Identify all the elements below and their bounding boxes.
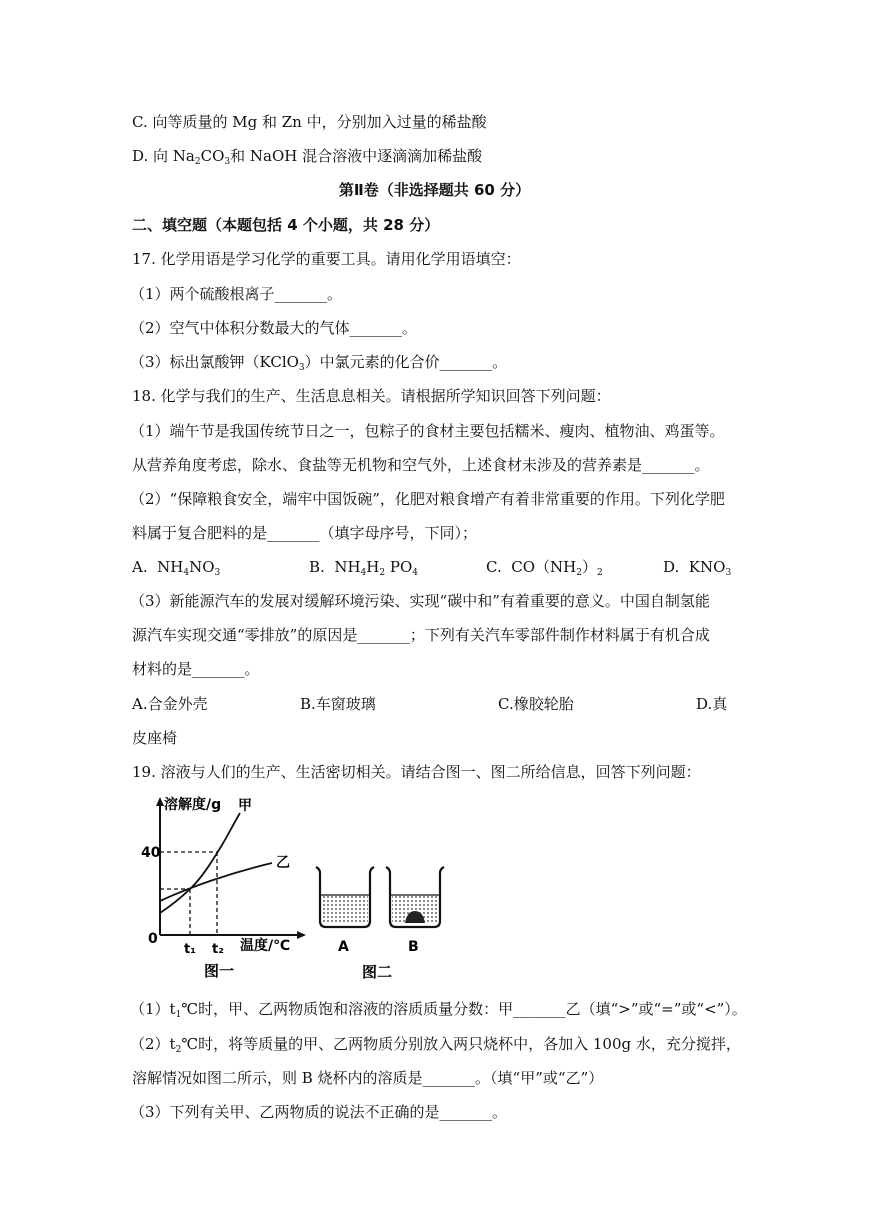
- subscript: 3: [725, 568, 732, 578]
- beaker-a-label: A: [338, 939, 349, 955]
- q17-part2: （2）空气中体积分数最大的气体_______。: [130, 319, 418, 337]
- option-d-text: CO: [200, 147, 225, 165]
- option-c-line: C. 向等质量的 Mg 和 Zn 中，分别加入过量的稀盐酸: [132, 113, 487, 131]
- question-18: 18. 化学与我们的生产、生活息息相关。请根据所学知识回答下列问题：: [132, 387, 611, 405]
- q18-3-option-c: C.橡胶轮胎: [498, 695, 574, 713]
- q19-part3: （3）下列有关甲、乙两物质的说法不正确的是_______。: [130, 1103, 508, 1121]
- figure2-caption: 图二: [362, 963, 393, 980]
- y-tick-40: 40: [141, 845, 161, 861]
- q18-part3-line2: 源汽车实现交通“零排放”的原因是_______；下列有关汽车零部件制作材料属于有机合成: [132, 626, 710, 644]
- curve-yi-label: 乙: [276, 855, 290, 871]
- q18-part3-line1: （3）新能源汽车的发展对缓解环境污染、实现“碳中和”有着重要的意义。中国自制氢能: [130, 592, 710, 610]
- option-d-line: [132, 146, 482, 172]
- q18-3-option-b: B.车窗玻璃: [300, 695, 376, 713]
- q17-part3-text: （3）标出氯酸钾（KClO: [130, 353, 299, 371]
- x-tick-t1: t₁: [184, 942, 196, 957]
- x-axis-arrow: [297, 931, 306, 939]
- figure1-caption: 图一: [204, 962, 235, 980]
- q18-3-option-d-continued: 皮座椅: [132, 729, 178, 747]
- section-heading: 二、填空题（本题包括 4 个小题，共 28 分）: [132, 216, 440, 234]
- q19-part1-text: ℃时，甲、乙两物质饱和溶液的溶质质量分数：甲_______乙（填“>”或“=”或“<”）。: [181, 1000, 747, 1018]
- figure2-beakers: [310, 855, 450, 980]
- q19-part1-text: （1）t: [130, 1000, 176, 1018]
- subscript: 3: [224, 157, 231, 167]
- option-text: D. KNO: [663, 558, 726, 576]
- y-axis-arrow: [156, 797, 164, 806]
- q18-2-option-c: [486, 557, 603, 583]
- subscript: 3: [298, 363, 305, 373]
- option-text: C. CO（NH: [486, 558, 577, 576]
- option-text: H: [366, 558, 380, 576]
- q18-part1-line2: 从营养角度考虑，除水、食盐等无机物和空气外，上述食材未涉及的营养素是_______。: [132, 456, 710, 474]
- option-text: NO: [189, 558, 215, 576]
- beaker-a-solution: [322, 895, 368, 923]
- y-axis-label: 溶解度/g: [164, 797, 222, 813]
- option-d-text: 和 NaOH 混合溶液中逐滴滴加稀盐酸: [230, 147, 483, 165]
- subscript: 2: [175, 1045, 182, 1055]
- subscript: 4: [412, 568, 419, 578]
- question-19: 19. 溶液与人们的生产、生活密切相关。请结合图一、图二所给信息，回答下列问题：: [132, 763, 701, 781]
- subscript: 4: [360, 568, 367, 578]
- q19-part2-line1: [130, 1034, 741, 1060]
- q18-part2-line1: （2）“保障粮食安全，端牢中国饭碗”，化肥对粮食增产有着非常重要的作用。下列化学肥: [130, 490, 725, 508]
- q18-part1-line1: （1）端午节是我国传统节日之一，包粽子的食材主要包括糯米、瘦肉、植物油、鸡蛋等。: [130, 422, 725, 440]
- q18-2-option-d: [663, 557, 731, 583]
- question-17: 17. 化学用语是学习化学的重要工具。请用化学用语填空：: [132, 250, 521, 268]
- q19-part1: [130, 999, 747, 1025]
- q18-3-option-a: A.合金外壳: [132, 695, 208, 713]
- q18-2-option-a: [132, 557, 220, 583]
- part2-title: 第Ⅱ卷（非选择题共 60 分）: [338, 181, 531, 199]
- option-d-text: D. 向 Na: [132, 147, 195, 165]
- subscript: 3: [214, 568, 221, 578]
- subscript: 4: [183, 568, 190, 578]
- subscript: 1: [175, 1010, 182, 1020]
- q17-part1: （1）两个硫酸根离子_______。: [130, 285, 343, 303]
- q18-part2-line2: 料属于复合肥料的是_______（填字母序号，下同）；: [132, 524, 478, 542]
- q19-part2-text: （2）t: [130, 1035, 176, 1053]
- subscript: 2: [576, 568, 582, 578]
- q17-part3: [130, 352, 507, 378]
- beaker-b: [386, 867, 444, 927]
- subscript: 2: [379, 568, 386, 578]
- figure1-solubility-graph: [140, 795, 310, 980]
- option-text: B. NH: [309, 558, 361, 576]
- q18-3-option-d: D.真: [696, 695, 728, 713]
- beaker-a: [316, 867, 374, 927]
- q18-part3-line3: 材料的是_______。: [132, 660, 260, 678]
- subscript: 2: [194, 157, 201, 167]
- subscript: 2: [596, 568, 603, 578]
- x-tick-t2: t₂: [212, 942, 224, 957]
- origin-label: 0: [148, 931, 158, 947]
- option-text: ）: [581, 558, 597, 576]
- q18-2-option-b: [309, 557, 418, 583]
- q19-part2-line2: 溶解情况如图二所示，则 B 烧杯内的溶质是_______。（填“甲”或“乙”）: [132, 1069, 604, 1087]
- x-axis-label: 温度/℃: [240, 938, 291, 954]
- curve-jia: [160, 813, 240, 913]
- q17-part3-text: ）中氯元素的化合价_______。: [304, 353, 508, 371]
- q19-part2-text: ℃时，将等质量的甲、乙两物质分别放入两只烧杯中，各加入 100g 水，充分搅拌，: [181, 1035, 741, 1053]
- option-text: PO: [385, 558, 413, 576]
- option-text: A. NH: [132, 558, 184, 576]
- curve-jia-label: 甲: [238, 798, 252, 814]
- beaker-b-label: B: [408, 939, 419, 955]
- curve-yi: [160, 863, 272, 901]
